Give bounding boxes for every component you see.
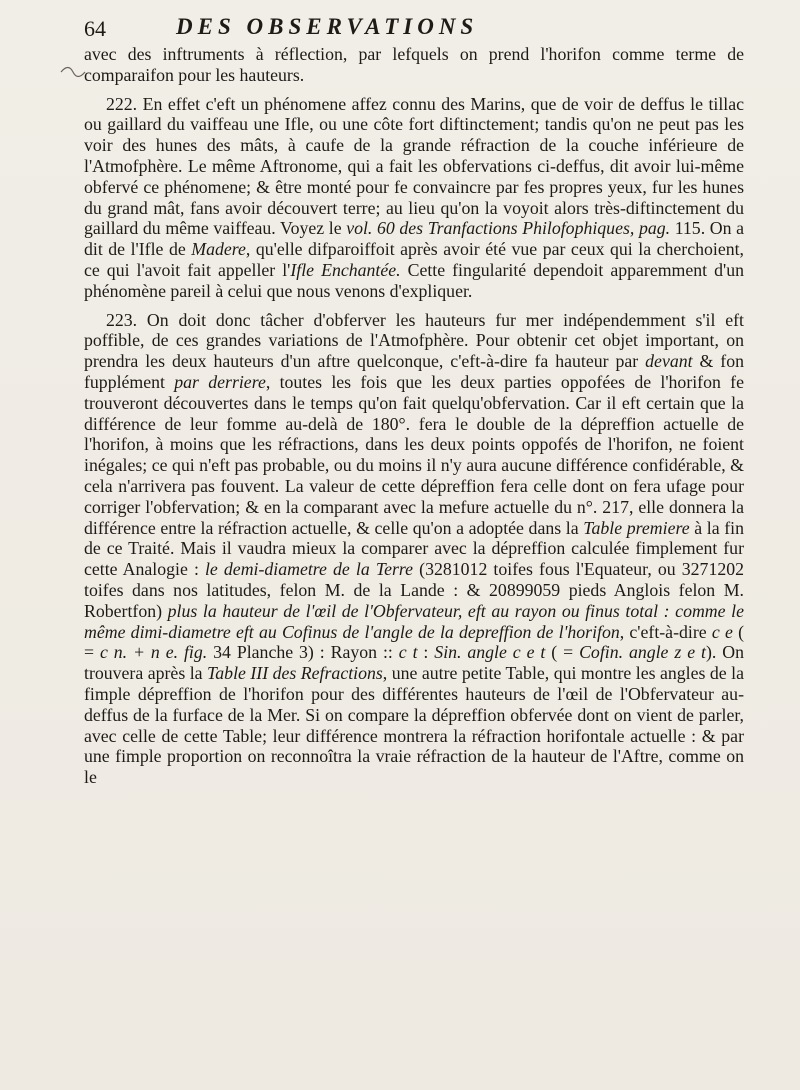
printers-mark-icon [60,64,86,80]
text-run: Cette fingularité dependoit apparemment d'un phénomène pareil à celui que nous venons d'expliquer. [84,259,744,301]
italic-text: Sin. angle c e t [434,642,546,663]
text-run: ( = [84,621,744,663]
text-run: ). On trouvera après la [84,642,744,684]
text-run: 115. On a dit de l'Ifle de [84,218,744,260]
text-run: (3281012 toifes fous l'Equateur, ou 3271202 toifes dans nos latitudes, felon M. de la Lande : & 20899059 pieds Anglois felon M. Robertfon) [84,559,745,621]
italic-text: le demi-diametre de la Terre [204,559,414,580]
italic-text: plus la hauteur de l'œil de l'Obfervateur, eft au rayon ou finus total : comme le même dimi-diametre eft au Cofinus de l'angle de la depreffion de l'horifon [84,600,744,642]
paragraph [84,44,744,86]
text-run: , une autre petite Table, qui montre les angles de la fimple dépreffion de l'horifon pour des différentes hauteurs de l'œil de l'Obfervateur au-deffus de la furface de la Mer. Si on compare la dépreffion obfervée dont on vient de parler, avec celle de cette Table; leur différence montrera la réfraction horifontale actuelle : & par une fimple proportion on reconnoîtra la vraie réfraction de la hauteur de l'Aftre, comme on le [84,663,744,788]
italic-text: Table premiere [583,517,690,538]
paragraph [84,310,744,788]
text-run: , toutes les fois que les deux parties oppofées de l'horifon fe trouveront découvertes dans le temps qu'on fait quelqu'obfervation. Car il eft certain que la différence de leur fomme au-delà de 180°. fera le double de la dépreffion actuelle de l'horifon, à moins que les réfractions, dans les deux points oppofés de l'horifon, ne foient inégales; ce qui n'eft pas probable, ou du moins il n'y aura aucune différence confidérable, & cela n'arrivera pas fouvent. La valeur de cette dépreffion fera celle dont on fera ufage pour corriger l'obfervation; & en la comparant avec la mefure actuelle du n°. 217, elle donnera la différence entre la réfraction actuelle, & celle qu'on a adoptée dans la [84,371,744,538]
page-number: 64 [84,16,106,41]
italic-text: devant [645,351,693,372]
running-head: DES OBSERVATIONS [176,14,479,39]
text-run: En effet c'eft un phénomene affez connu des Marins, que de voir de deffus le tillac ou gaillard du vaiffeau une Ifle, ou une côte fort diftinctement; tandis qu'on ne peut pas les voir des hunes des mâts, à caufe de la grande réfraction de la couche inférieure de l'Atmofphère. Le même Aftronome, qui a fait les obfervations ci-deffus, dit avoir lui-même obfervé ce phénomene; & être monté pour fe convaincre par fes propres yeux, fur les hunes du grand mât, fans avoir découvert terre; au lieu qu'on la voyoit alors très-diftinctement du gaillard du même vaiffeau. Voyez le [84,93,744,239]
text-run: : [417,642,435,663]
paragraph-number: 223. [106,309,147,330]
text-run: On doit donc tâcher d'obferver les hauteurs fur mer indépendemment s'il eft poffible, de ces grandes variations de l'Atmofphère. Pour obtenir cet objet important, on prendra les deux hauteurs d'un aftre quelconque, c'eft-à-dire fa hauteur par [84,309,744,372]
text-run: & fon fupplément [84,351,744,392]
italic-text: c t [398,642,418,663]
body-text [84,44,744,788]
paragraph-number: 222. [106,93,143,114]
text-run: 34 Planche 3) : Rayon :: [207,642,399,663]
page-header [84,14,740,44]
italic-text: Cofin. angle [579,642,669,663]
italic-text: par derriere [174,371,266,392]
text-run: , c'eft-à-dire [619,621,712,642]
italic-text: Madere [191,239,246,260]
text-run: avec des inftruments à réflection, par lefquels on prend l'horifon comme terme de comparaifon pour les hauteurs. [84,44,744,85]
text-run: ( = [545,642,580,663]
paragraph [84,94,744,302]
italic-text: Ifle Enchantée. [290,259,401,280]
italic-text: c e [711,621,733,642]
text-run: , qu'elle difparoiffoit après avoir été vue par ceux qui la cherchoient, ce qui l'avoit fait appeller l' [84,239,745,280]
italic-text: vol. 60 des Tranfactions Philofophiques, pag. [346,218,671,239]
italic-text: Table III des Refractions [207,663,383,684]
italic-text: z e t [674,642,706,663]
italic-text: c n. + n e. fig. [99,642,208,663]
text-run: à la fin de ce Traité. Mais il vaudra mieux la comparer avec la dépreffion calculée fimplement fur cette Analogie : [84,517,744,580]
